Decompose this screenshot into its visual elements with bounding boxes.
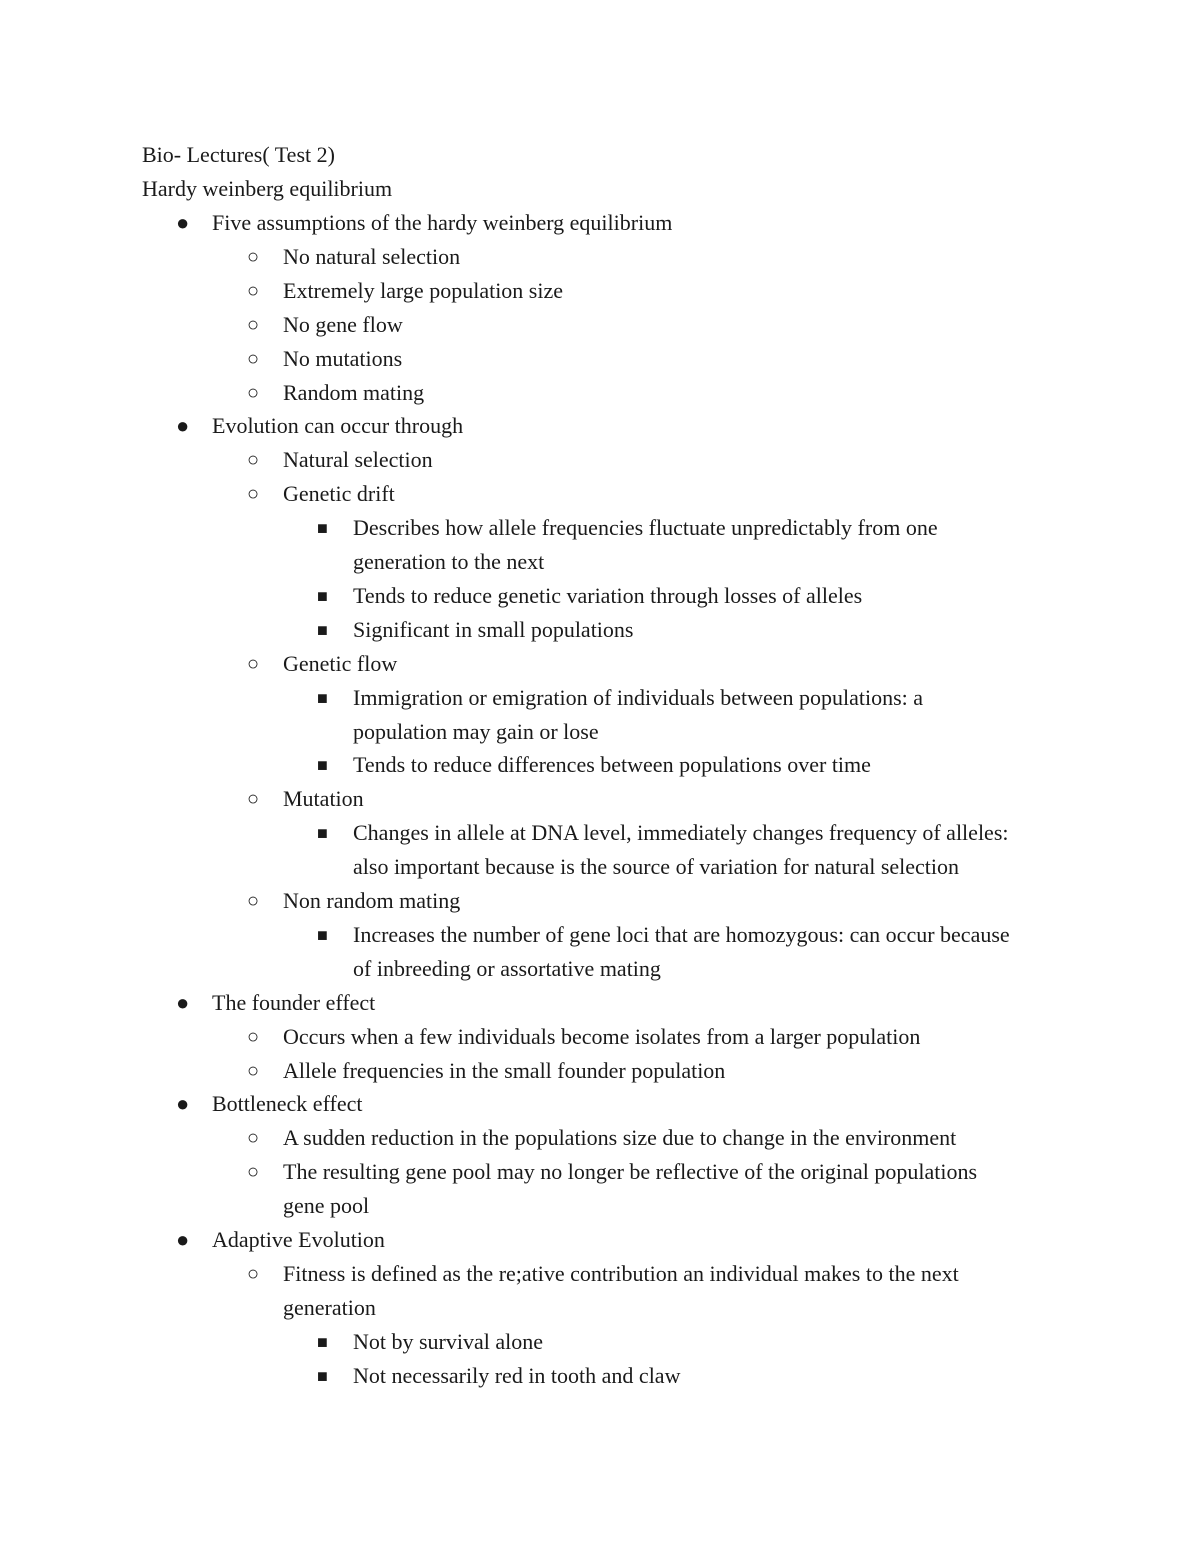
document-title (142, 138, 335, 172)
hollow-circle-bullet-icon: ○ (247, 652, 260, 675)
title-text: Bio- Lectures( Test 2) (142, 142, 335, 167)
square-bullet-icon: ■ (317, 619, 328, 640)
list-item-text: Describes how allele frequencies fluctuate unpredictably from one (353, 515, 938, 541)
filled-circle-bullet-icon: ● (176, 1091, 190, 1117)
list-item-text: generation to the next (353, 549, 545, 574)
square-bullet-icon: ■ (317, 924, 328, 945)
list-item-text: Fitness is defined as the re;ative contribution an individual makes to the next (283, 1260, 959, 1286)
hollow-circle-bullet-icon: ○ (247, 1025, 260, 1048)
filled-circle-bullet-icon: ● (176, 989, 190, 1015)
square-bullet-icon: ■ (317, 687, 328, 708)
hollow-circle-bullet-icon: ○ (247, 890, 260, 912)
list-item-text: Immigration or emigration of individuals between populations: a (353, 684, 924, 710)
hollow-circle-bullet-icon: ○ (247, 1059, 260, 1082)
square-bullet-icon: ■ (317, 585, 328, 606)
hollow-circle-bullet-icon: ○ (247, 347, 260, 370)
list-item-text: gene pool (283, 1193, 370, 1219)
hollow-circle-bullet-icon: ○ (247, 1262, 260, 1285)
list-item-text: No mutations (283, 345, 403, 371)
square-bullet-icon: ■ (317, 755, 328, 776)
list-item-text: Random mating (283, 379, 425, 405)
filled-circle-bullet-icon: ● (176, 413, 190, 439)
hollow-circle-bullet-icon: ○ (247, 279, 260, 302)
list-item-text: No natural selection (283, 243, 461, 269)
list-item-text: Not necessarily red in tooth and claw (353, 1362, 681, 1388)
list-item-text: Occurs when a few individuals become isolates from a larger population (283, 1023, 921, 1049)
hollow-circle-bullet-icon: ○ (247, 1127, 260, 1150)
list-item-text: of inbreeding or assortative mating (353, 955, 661, 981)
list-item-text: Mutation (283, 786, 364, 812)
list-item-text: The resulting gene pool may no longer be reflective of the original populations (283, 1159, 978, 1185)
list-item-text: Increases the number of gene loci that are homozygous: can occur because (353, 921, 1010, 947)
list-item-text: Natural selection (283, 447, 433, 473)
list-item-text: Extremely large population size (283, 277, 564, 303)
list-item-text: Significant in small populations (353, 616, 634, 642)
square-bullet-icon: ■ (317, 823, 328, 844)
list-item-text: No gene flow (283, 311, 403, 337)
list-item-text: Five assumptions of the hardy weinberg equilibrium (212, 210, 673, 235)
list-item-text: generation (283, 1294, 376, 1320)
list-item-text: Adaptive Evolution (212, 1227, 385, 1252)
list-item-text: Evolution can occur through (212, 413, 464, 439)
filled-circle-bullet-icon: ● (176, 210, 190, 235)
list-item-text: A sudden reduction in the populations size due to change in the environment (283, 1125, 957, 1151)
square-bullet-icon: ■ (317, 518, 328, 539)
hollow-circle-bullet-icon: ○ (247, 449, 260, 472)
list-item-text: population may gain or lose (353, 718, 599, 744)
hollow-circle-bullet-icon: ○ (247, 1161, 260, 1184)
hollow-circle-bullet-icon: ○ (247, 245, 260, 268)
filled-circle-bullet-icon: ● (176, 1227, 190, 1252)
list-item-text: Allele frequencies in the small founder population (283, 1057, 726, 1083)
list-item-text: Tends to reduce differences between populations over time (353, 752, 871, 778)
hollow-circle-bullet-icon: ○ (247, 381, 260, 404)
list-item-text: also important because is the source of variation for natural selection (353, 854, 960, 880)
hollow-circle-bullet-icon: ○ (247, 313, 260, 336)
hollow-circle-bullet-icon: ○ (247, 788, 260, 811)
subtitle-text: Hardy weinberg equilibrium (142, 176, 393, 201)
square-bullet-icon: ■ (317, 1365, 328, 1386)
list-item-text: Genetic flow (283, 650, 398, 676)
list-item-text: Genetic drift (283, 481, 395, 507)
list-item-text: The founder effect (212, 989, 376, 1015)
hollow-circle-bullet-icon: ○ (247, 483, 260, 506)
list-item-text: Tends to reduce genetic variation through losses of alleles (353, 582, 863, 608)
square-bullet-icon: ■ (317, 1331, 328, 1352)
list-item-text: Non random mating (283, 888, 461, 913)
list-item-text: Not by survival alone (353, 1328, 544, 1354)
list-item-text: Changes in allele at DNA level, immediately changes frequency of alleles: (353, 820, 1009, 846)
document-subtitle (142, 172, 392, 206)
list-item-text: Bottleneck effect (212, 1091, 363, 1117)
